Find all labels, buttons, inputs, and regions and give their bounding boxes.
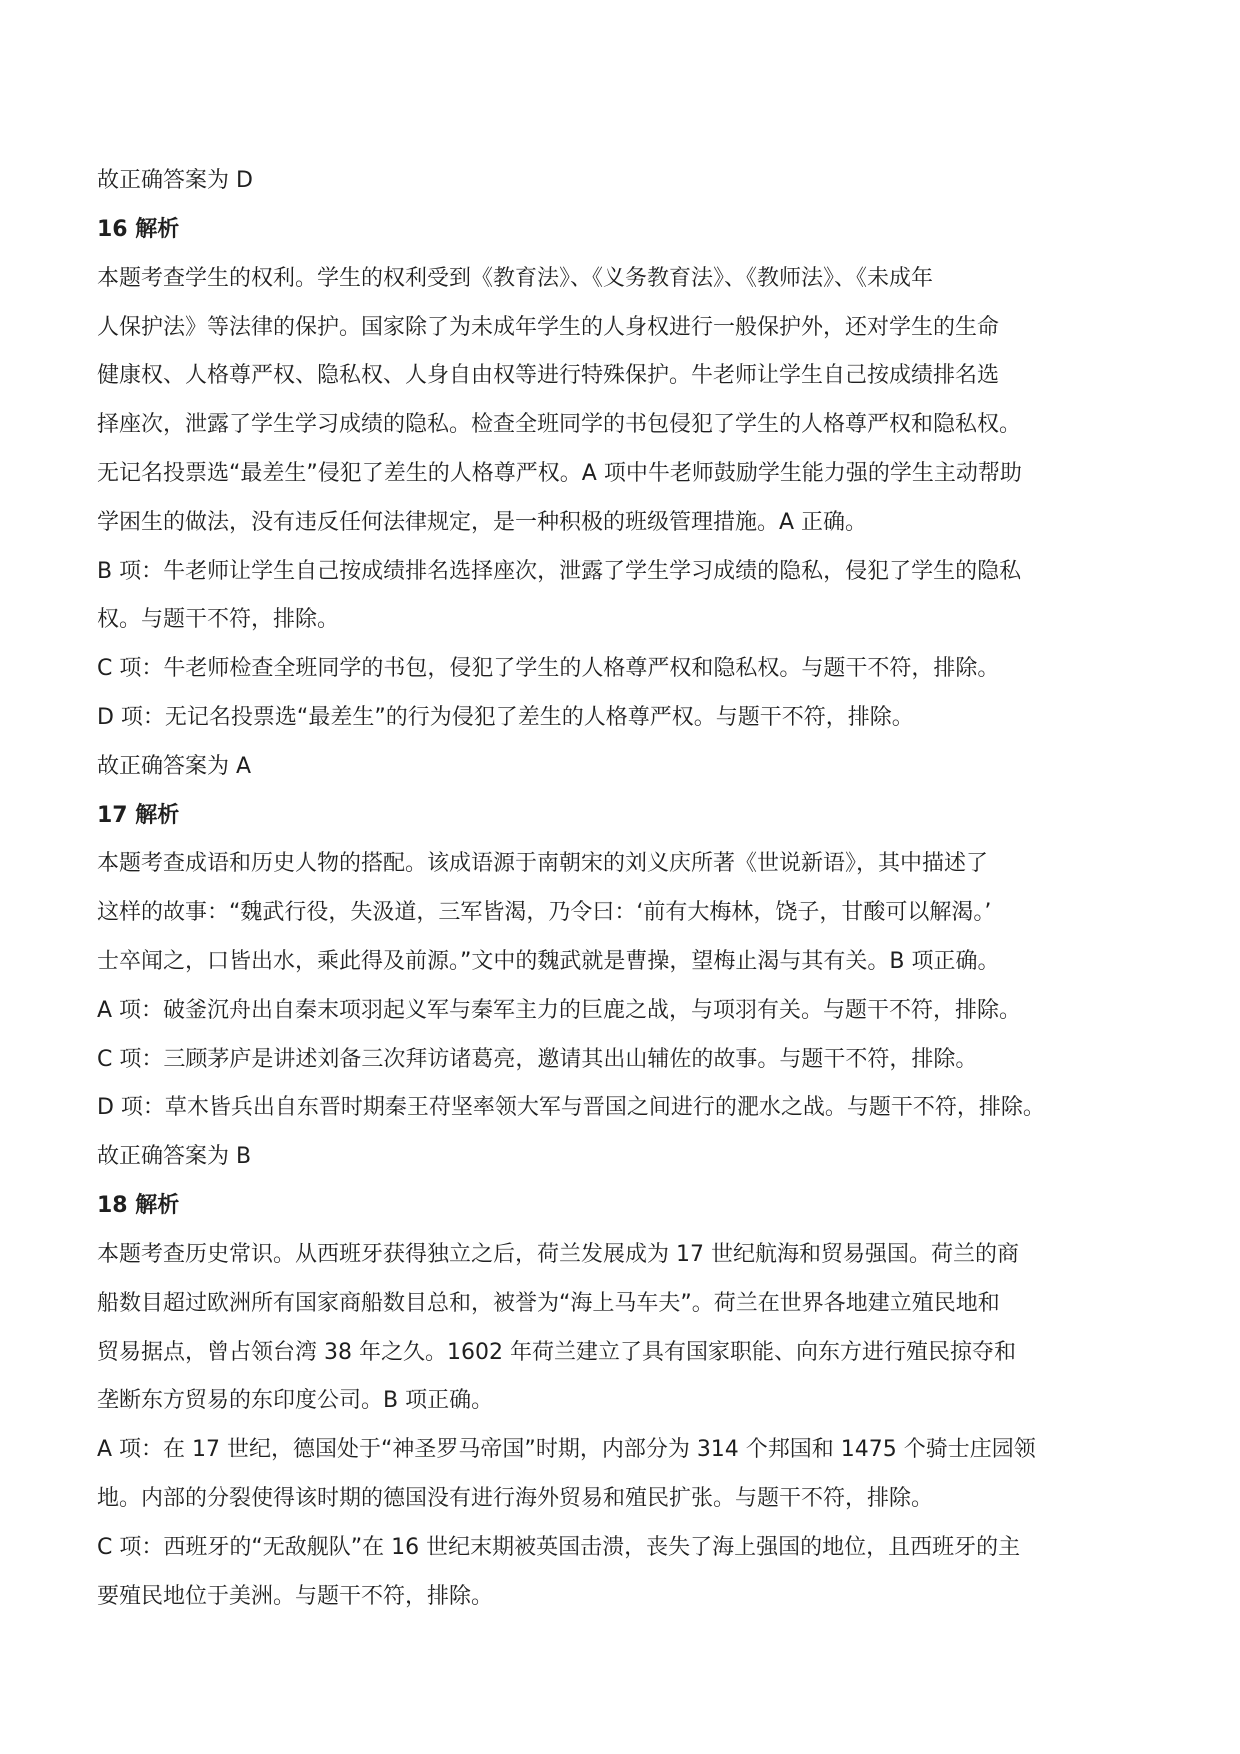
paragraph-line: 择座次，泄露了学生学习成绩的隐私。检查全班同学的书包侵犯了学生的人格尊严权和隐私权。 [97, 412, 1022, 437]
option-line: 要殖民地位于美洲。与题干不符，排除。 [97, 1584, 494, 1609]
paragraph-line: 士卒闻之，口皆出水，乘此得及前源。”文中的魏武就是曹操，望梅止渴与其有关。B 项正确。 [97, 949, 1000, 974]
section-heading: 18 解析 [97, 1193, 180, 1218]
answer-line: 故正确答案为 A [97, 754, 252, 779]
paragraph-line: 本题考查学生的权利。学生的权利受到《教育法》、《义务教育法》、《教师法》、《未成年 [97, 266, 934, 291]
answer-line: 故正确答案为 D [97, 168, 253, 193]
option-line: D 项：草木皆兵出自东晋时期秦王苻坚率领大军与晋国之间进行的淝水之战。与题干不符，排除。 [97, 1095, 1045, 1120]
option-line: D 项：无记名投票选“最差生”的行为侵犯了差生的人格尊严权。与题干不符，排除。 [97, 705, 914, 730]
option-line: 权。与题干不符，排除。 [97, 607, 340, 632]
option-line: A 项：破釜沉舟出自秦末项羽起义军与秦军主力的巨鹿之战，与项羽有关。与题干不符，排除。 [97, 998, 1022, 1023]
paragraph-line: 健康权、人格尊严权、隐私权、人身自由权等进行特殊保护。牛老师让学生自己按成绩排名选 [97, 363, 1000, 388]
option-line: A 项：在 17 世纪，德国处于“神圣罗马帝国”时期，内部分为 314 个邦国和 1475 个骑士庄园领 [97, 1437, 1036, 1462]
section-heading: 17 解析 [97, 803, 180, 828]
answer-line: 故正确答案为 B [97, 1144, 252, 1169]
paragraph-line: 垄断东方贸易的东印度公司。B 项正确。 [97, 1388, 494, 1413]
paragraph-line: 这样的故事：“魏武行役，失汲道，三军皆渴，乃令曰：‘前有大梅林，饶子，甘酸可以解渴。’ [97, 900, 992, 925]
paragraph-line: 本题考查历史常识。从西班牙获得独立之后，荷兰发展成为 17 世纪航海和贸易强国。荷兰的商 [97, 1242, 1019, 1267]
paragraph-line: 人保护法》等法律的保护。国家除了为未成年学生的人身权进行一般保护外，还对学生的生命 [97, 315, 1000, 340]
paragraph-line: 本题考查成语和历史人物的搭配。该成语源于南朝宋的刘义庆所著《世说新语》，其中描述了 [97, 851, 989, 876]
paragraph-line: 无记名投票选“最差生”侵犯了差生的人格尊严权。A 项中牛老师鼓励学生能力强的学生主动帮助 [97, 461, 1022, 486]
option-line: C 项：牛老师检查全班同学的书包，侵犯了学生的人格尊严权和隐私权。与题干不符，排除。 [97, 656, 1000, 681]
option-line: C 项：三顾茅庐是讲述刘备三次拜访诸葛亮，邀请其出山辅佐的故事。与题干不符，排除。 [97, 1047, 978, 1072]
option-line: 地。内部的分裂使得该时期的德国没有进行海外贸易和殖民扩张。与题干不符，排除。 [97, 1486, 934, 1511]
paragraph-line: 船数目超过欧洲所有国家商船数目总和，被誉为“海上马车夫”。荷兰在世界各地建立殖民地和 [97, 1291, 1000, 1316]
paragraph-line: 学困生的做法，没有违反任何法律规定，是一种积极的班级管理措施。A 正确。 [97, 510, 868, 535]
option-line: C 项：西班牙的“无敌舰队”在 16 世纪末期被英国击溃，丧失了海上强国的地位，且西班牙的主 [97, 1535, 1021, 1560]
paragraph-line: 贸易据点，曾占领台湾 38 年之久。1602 年荷兰建立了具有国家职能、向东方进行殖民掠夺和 [97, 1340, 1016, 1365]
section-heading: 16 解析 [97, 217, 180, 242]
option-line: B 项：牛老师让学生自己按成绩排名选择座次，泄露了学生学习成绩的隐私，侵犯了学生的隐私 [97, 559, 1022, 584]
